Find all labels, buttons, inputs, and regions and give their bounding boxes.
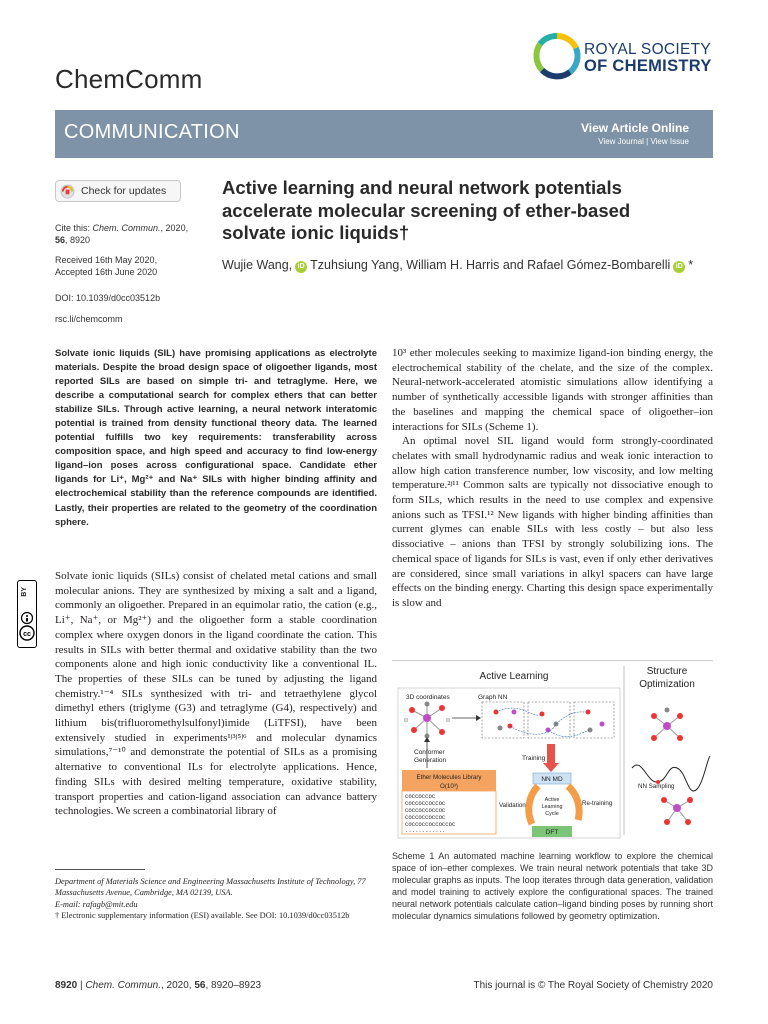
label-conformer: Conformer [414,749,445,756]
footer-pages: , 8920–8923 [205,980,262,991]
esi-note: † Electronic supplementary information (ESI) available. See DOI: 10.1039/d0cc03512b [55,911,350,921]
label-retraining: Re-training [582,800,613,807]
received-date: Received 16th May 2020, [55,255,158,265]
smiles-row: ............ [405,827,446,834]
corresponding-mark: * [688,258,694,272]
paragraph: An optimal novel SIL ligand would form strongly-coordinated chelates with small hydrodynamic radius and weak ionic interaction to allow high cation transference number, low viscosity, and low melting temperature.²ʲ¹¹ Common salts are typically not dissociative enough to form SILs, which results in the need to use complex and expensive anions such as TFSI.¹² New ligands with higher binding affinities than current glymes can enable SILs with less costly – but also less dissociative – anions than TFSI by strongly solubilizing ions. The chemical space of ligands for SILs is vast, even if only ether derivatives are considered, since small variations in alkyl spacers can have large effects on the binding energy. Charting this design space experimentally is slow and [392,435,713,609]
label-library-size: O(10³) [440,783,458,790]
email[interactable]: E-mail: rafagb@mit.edu [55,899,138,909]
molecule-structure-icon [651,708,683,742]
view-journal-link[interactable]: View Journal [598,137,644,146]
label-nn-sampling: NN Sampling [638,783,675,790]
scheme-title-right1: Structure [646,666,688,677]
body-column-1 [55,569,377,819]
authors-rest: Tzuhsiung Yang, William H. Harris and Rafael Gómez-Bombarelli [310,258,671,272]
check-for-updates-button[interactable] [55,180,181,202]
label-validation: Validation [499,802,526,809]
label-cycle-2: Learning [541,804,563,810]
footnote-rule [55,869,145,870]
orcid-icon[interactable]: iD [673,261,685,273]
footer-copyright: This journal is © The Royal Society of Chemistry 2020 [473,980,713,991]
link-separator: | [643,137,651,146]
author-list [222,258,722,273]
license-label: BY [21,587,28,597]
graph-nn-icon [494,708,605,737]
banner-links [520,137,689,146]
label-nn-md: NN MD [541,776,563,783]
page-number: 8920 [55,980,78,991]
accepted-date: Accepted 16th June 2020 [55,267,158,277]
footer-sep: | [77,980,86,991]
check-updates-label: Check for updates [81,185,167,197]
affiliation: Department of Materials Science and Engineering Massachusetts Institute of Technology, 77 Massachusetts Avenue, Cambridge, MA 02139, USA. [55,877,366,898]
body-column-2 [392,346,713,611]
cite-year: , 2020, [160,223,189,233]
cite-page: , 8920 [65,235,91,245]
scheme-1-figure [392,660,713,842]
section-title: COMMUNICATION [64,121,240,143]
author-1: Wujie Wang, [222,258,293,272]
orcid-icon[interactable]: iD [295,261,307,273]
view-issue-link[interactable]: View Issue [650,137,689,146]
footnotes [55,876,377,922]
smiles-row: COCCOCCOCCOCCOC [405,821,456,828]
smiles-row: COCCOCCOC [405,793,436,800]
cite-label: Cite this: [55,223,93,233]
citation [55,222,205,246]
scheme-title-right2: Optimization [639,679,695,690]
publisher-line1: ROYAL SOCIETY [584,41,712,58]
cite-volume: 56 [55,235,66,245]
cc-license-badge[interactable] [17,580,37,648]
publisher-line2: OF CHEMISTRY [584,57,712,75]
label-dft: DFT [545,829,559,836]
smiles-row: COCCOCCOCCOC [405,800,446,807]
footer-journal: Chem. Commun. [85,980,161,991]
doi[interactable]: DOI: 10.1039/d0cc03512b [55,293,161,303]
label-cycle-1: Active [544,797,560,803]
footer-year: , 2020, [160,980,195,991]
label-training: Training [522,755,546,762]
caption-text: An automated machine learning workflow to explore the chemical space of ion–ether complexes. We train neural network potentials that take 3D molecular graphs as inputs. The loop iterates through data generation, validation and model training to actively explore the configurational spaces. The trained neural network potentials calculate cation–ligand binding poses by running short molecular dynamics simulations followed by geometry optimization. [392,851,713,922]
label-library: Ether Molecules Library [416,774,482,781]
paragraph: 10³ ether molecules seeking to maximize ligand-ion binding energy, the electrochemical stability of the chelate, and the size of the complex. Neural-network-accelerated atomistic simulations allow identifying a number of synthetically accessible ligands with stronger affinities than the baselines and mapping the chemical space of oligoether–ion interactions for SILs (Scheme 1). [392,347,713,433]
journal-site-link[interactable]: rsc.li/chemcomm [55,314,123,324]
view-article-online-link[interactable]: View Article Online [580,121,689,135]
scheme-title-left: Active Learning [479,671,549,682]
molecule-bound-icon [661,797,693,825]
label-graph-nn: Graph NN [478,694,508,701]
paragraph: Solvate ionic liquids (SILs) consist of chelated metal cations and small molecular anions. They are synthesized by mixing a salt and a ligand, commonly an oligoether. Prepared in an equimolar ratio, the cation (e.g., Li⁺, Na⁺, or Mg²⁺) and the oligoether form a stable coordination complex where oxygen donors in the ligand coordinate the cation. This results in SILs with better thermal and oxidative stability than the two components alone and high ionic conductivity like a conventional IL. The properties of these SILs can be tuned by adjusting the ligand chemistry.¹⁻⁴ SILs synthesized with tri- and tetraethylene glycol dimethyl ethers (triglyme (G3) and tetraglyme (G4), respectively) and lithium bis(trifluoromethylsulfonyl)imide (LiTFSI), have been extensively studied in experiments¹ʲ³ʲ⁵ʲ⁶ and molecular dynamics simulations,⁷⁻¹⁰ and demonstrate the potential of SILs as a promising alternative to conventional ILs for electrolyte applications. Hence, finding SILs with desired melting temperature, oxidative stability, transport properties and cation-ligand association can advance battery technologies. We screen a combinatorial library of [55,570,377,818]
molecule-3d-icon [404,702,450,739]
footer-citation [55,980,261,991]
label-3d-coordinates: 3D coordinates [406,694,450,701]
publisher-name [584,41,712,75]
check-updates-icon [60,184,75,199]
article-title: Active learning and neural network potentials accelerate molecular screening of ether-based solvate ionic liquids† [222,177,631,243]
abstract: Solvate ionic liquids (SIL) have promising applications as electrolyte materials. Despite the broad design space of oligoether ligands, most reported SILs are based on simple tri- and tetraglyme. Here, we describe a computational search for complex ethers that can better stabilize SILs. Through active learning, a neural network interatomic potential is trained from density functional theory data. The learned potential fulfills two key requirements: transferability across composition space, and high speed and accuracy to find low-energy ligand–ion poses across configurational space. Candidate ether ligands for Li⁺, Mg²⁺ and Na⁺ SILs with higher binding affinity and electrochemical stability than the reference compounds are identified. Lastly, their properties are related to the geometry of the coordination sphere. [55,348,377,528]
caption-label: Scheme 1 [392,851,435,861]
cite-journal: Chem. Commun. [92,223,161,233]
journal-name: ChemComm [55,64,203,94]
scheme-caption [392,850,713,923]
svg-text:cc: cc [23,631,31,638]
label-generation: Generation [414,757,447,764]
smiles-row: COCCOCCOCCOC [405,807,446,814]
dates [55,254,205,278]
smiles-row: COCCOCCOCCOC [405,814,446,821]
footer-volume: 56 [194,980,206,991]
label-cycle-3: Cycle [545,811,559,817]
